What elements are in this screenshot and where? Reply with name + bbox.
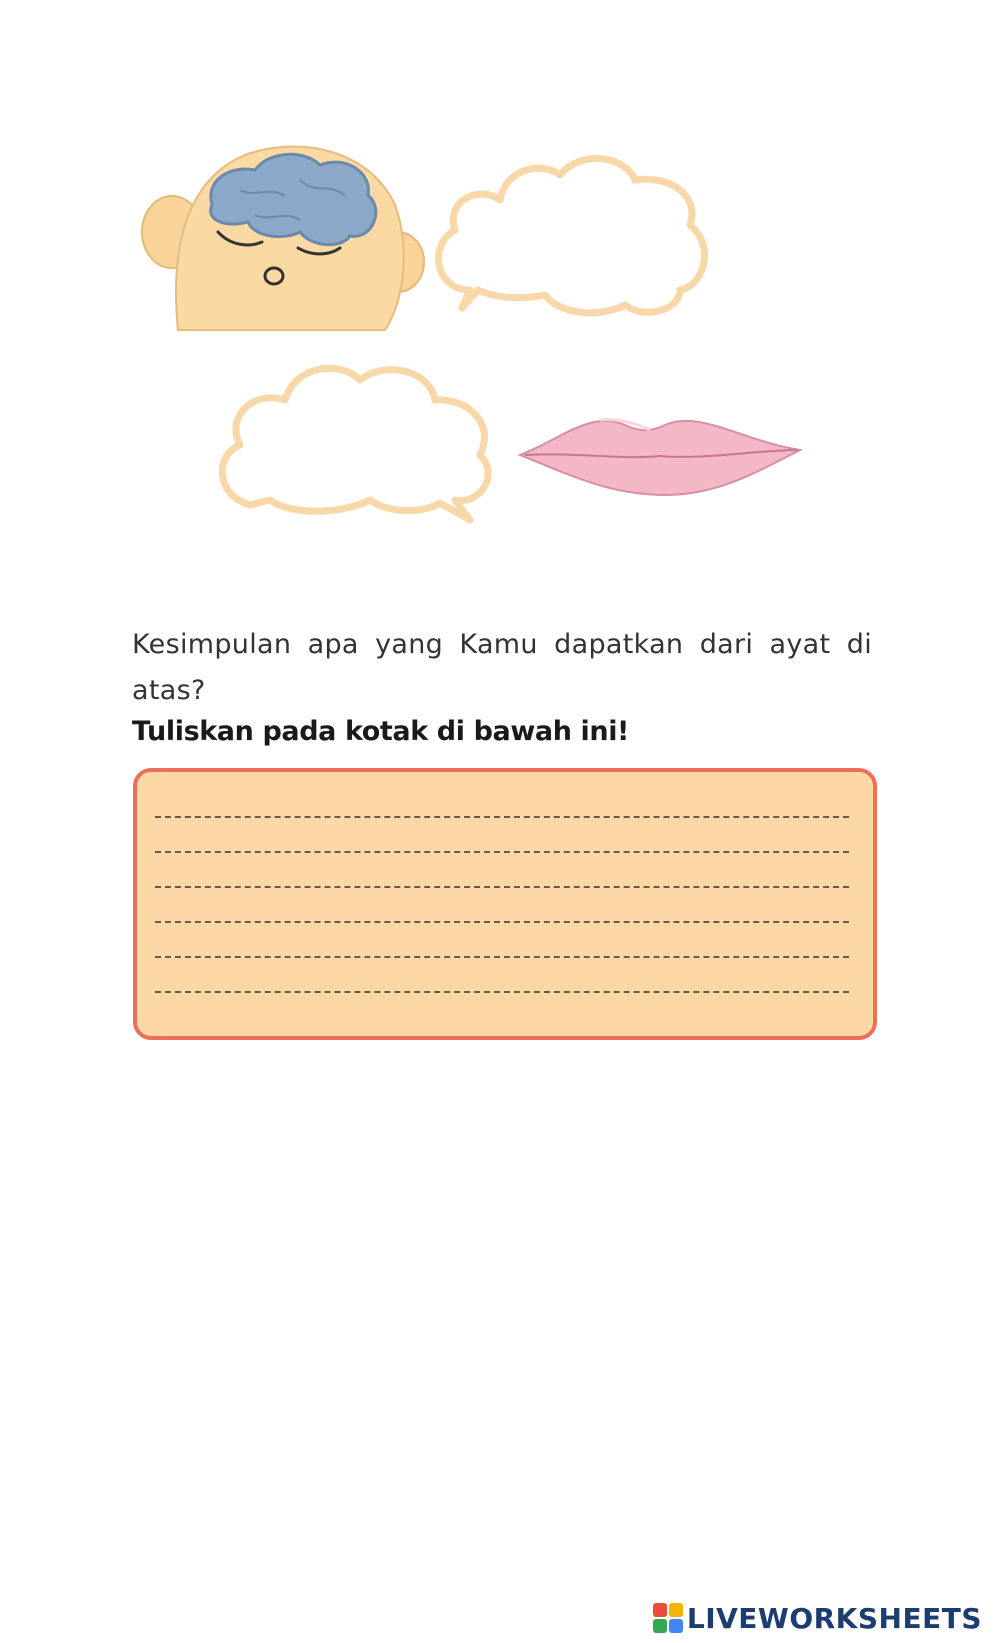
answer-line-3[interactable] xyxy=(155,886,849,888)
liveworksheets-logo-icon xyxy=(653,1603,683,1633)
lips-icon xyxy=(520,420,800,495)
answer-line-2[interactable] xyxy=(155,851,849,853)
answer-box[interactable] xyxy=(133,768,877,1040)
answer-line-4[interactable] xyxy=(155,921,849,923)
thought-bubble-icon xyxy=(222,368,488,520)
illustration xyxy=(0,0,1000,560)
footer-brand-text: LIVEWORKSHEETS xyxy=(686,1601,982,1635)
footer-branding xyxy=(653,1601,982,1635)
question-text: Kesimpulan apa yang Kamu dapatkan dari ayat di atas? xyxy=(132,629,872,706)
answer-line-1[interactable] xyxy=(155,816,849,818)
instruction-text: Tuliskan pada kotak di bawah ini! xyxy=(132,716,629,747)
thinking-head-icon xyxy=(142,147,424,330)
answer-line-5[interactable] xyxy=(155,956,849,958)
answer-line-6[interactable] xyxy=(155,991,849,993)
thought-bubble-icon xyxy=(439,159,705,313)
